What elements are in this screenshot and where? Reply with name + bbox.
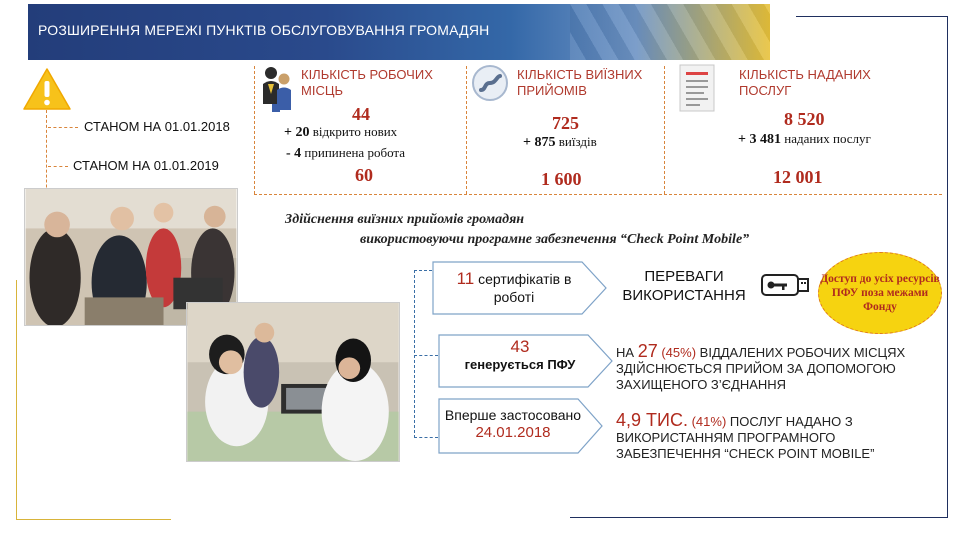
bracket-line <box>414 437 438 438</box>
divider <box>664 66 665 194</box>
fact-percent: (41%) <box>691 414 727 429</box>
access-badge <box>818 252 942 334</box>
divider <box>254 194 942 195</box>
people-icon <box>260 64 294 114</box>
delta-text: відкрито нових <box>312 124 398 139</box>
column-title: КІЛЬКІСТЬ РОБОЧИХ МІСЦЬ <box>301 67 433 98</box>
bracket-line <box>414 270 432 271</box>
frame-line <box>16 280 17 520</box>
value-2018: 8 520 <box>784 109 825 129</box>
divider <box>48 166 68 167</box>
page-title: РОЗШИРЕННЯ МЕРЕЖІ ПУНКТІВ ОБСЛУГОВУВАННЯ ГРОМАДЯН <box>38 22 490 38</box>
usb-key-icon <box>760 272 812 298</box>
photo-reception <box>186 302 400 462</box>
divider <box>254 66 255 194</box>
delta-closed <box>286 145 405 162</box>
value-2018: 725 <box>552 113 579 133</box>
fact-prefix: НА <box>616 345 635 360</box>
delta-number: + 875 <box>523 135 556 150</box>
bracket-line <box>414 355 438 356</box>
fact-text: ВІДДАЛЕНИХ РОБОЧИХ МІСЦЯХ ЗДІЙСНЮЄТЬСЯ ПРИЙОМ ЗА ДОПОМОГОЮ ЗАХИЩЕНОГО З’ЄДНАННЯ <box>616 345 906 392</box>
value-2019: 12 001 <box>773 167 823 187</box>
subtitle-line-2: використовуючи програмне забезпечення “Check Point Mobile” <box>360 232 750 247</box>
first-use-label: Вперше застосовано <box>444 407 582 423</box>
warning-icon <box>22 66 72 112</box>
advantages-heading <box>614 267 754 305</box>
advantages-line-2: ВИКОРИСТАННЯ <box>622 287 746 304</box>
frame-line <box>796 16 948 17</box>
certificates-info <box>440 270 588 306</box>
delta-trips <box>523 134 597 151</box>
first-use-info <box>442 406 584 442</box>
fact-services-volume <box>616 412 916 462</box>
delta-services <box>738 131 871 148</box>
fact-number: 4,9 ТИС. <box>616 410 688 430</box>
delta-text: виїздів <box>558 134 597 149</box>
generated-info <box>446 338 594 374</box>
certificates-text: сертифікатів в роботі <box>478 271 572 305</box>
divider <box>466 66 467 194</box>
frame-line <box>570 517 948 518</box>
road-sign-icon <box>470 63 510 103</box>
banner-pattern <box>570 4 770 60</box>
generated-count: 43 <box>510 337 530 356</box>
delta-number: - 4 <box>286 146 302 161</box>
value-2019: 60 <box>355 165 373 185</box>
generated-text: генерується ПФУ <box>464 357 576 372</box>
delta-text: припинена робота <box>304 145 406 160</box>
frame-line <box>947 16 948 518</box>
value-2018: 44 <box>352 104 370 124</box>
fact-number: 27 <box>637 341 658 361</box>
date-label-2018: СТАНОМ НА 01.01.2018 <box>84 119 230 134</box>
badge-text: Доступ до усіх ресурсів ПФУ поза межами Фонду <box>820 273 940 313</box>
bracket-line <box>414 270 430 438</box>
document-icon <box>676 63 718 113</box>
column-title: КІЛЬКІСТЬ ВИЇЗНИХ ПРИЙОМІВ <box>517 67 643 98</box>
value-2019: 1 600 <box>541 169 582 189</box>
fact-percent: (45%) <box>661 345 697 360</box>
divider <box>48 127 78 128</box>
header-banner <box>28 4 770 60</box>
column-title: КІЛЬКІСТЬ НАДАНИХ ПОСЛУГ <box>739 67 871 98</box>
delta-opened <box>284 124 397 141</box>
delta-text: наданих послуг <box>784 131 871 146</box>
frame-line <box>16 519 171 520</box>
delta-number: + 3 481 <box>738 132 781 147</box>
fact-remote-workplaces <box>616 343 946 393</box>
advantages-line-1: ПЕРЕВАГИ <box>644 268 724 285</box>
date-label-2019: СТАНОМ НА 01.01.2019 <box>73 158 219 173</box>
first-use-date: 24.01.2018 <box>475 424 551 441</box>
fact-text: ПОСЛУГ НАДАНО З ВИКОРИСТАННЯМ ПРОГРАМНОГО ЗАБЕЗПЕЧЕННЯ “CHECK POINT MOBILE” <box>616 414 875 461</box>
subtitle-line-1: Здійснення виїзних прийомів громадян <box>285 212 525 227</box>
certificates-count: 11 <box>456 269 475 288</box>
delta-number: + 20 <box>284 125 310 140</box>
